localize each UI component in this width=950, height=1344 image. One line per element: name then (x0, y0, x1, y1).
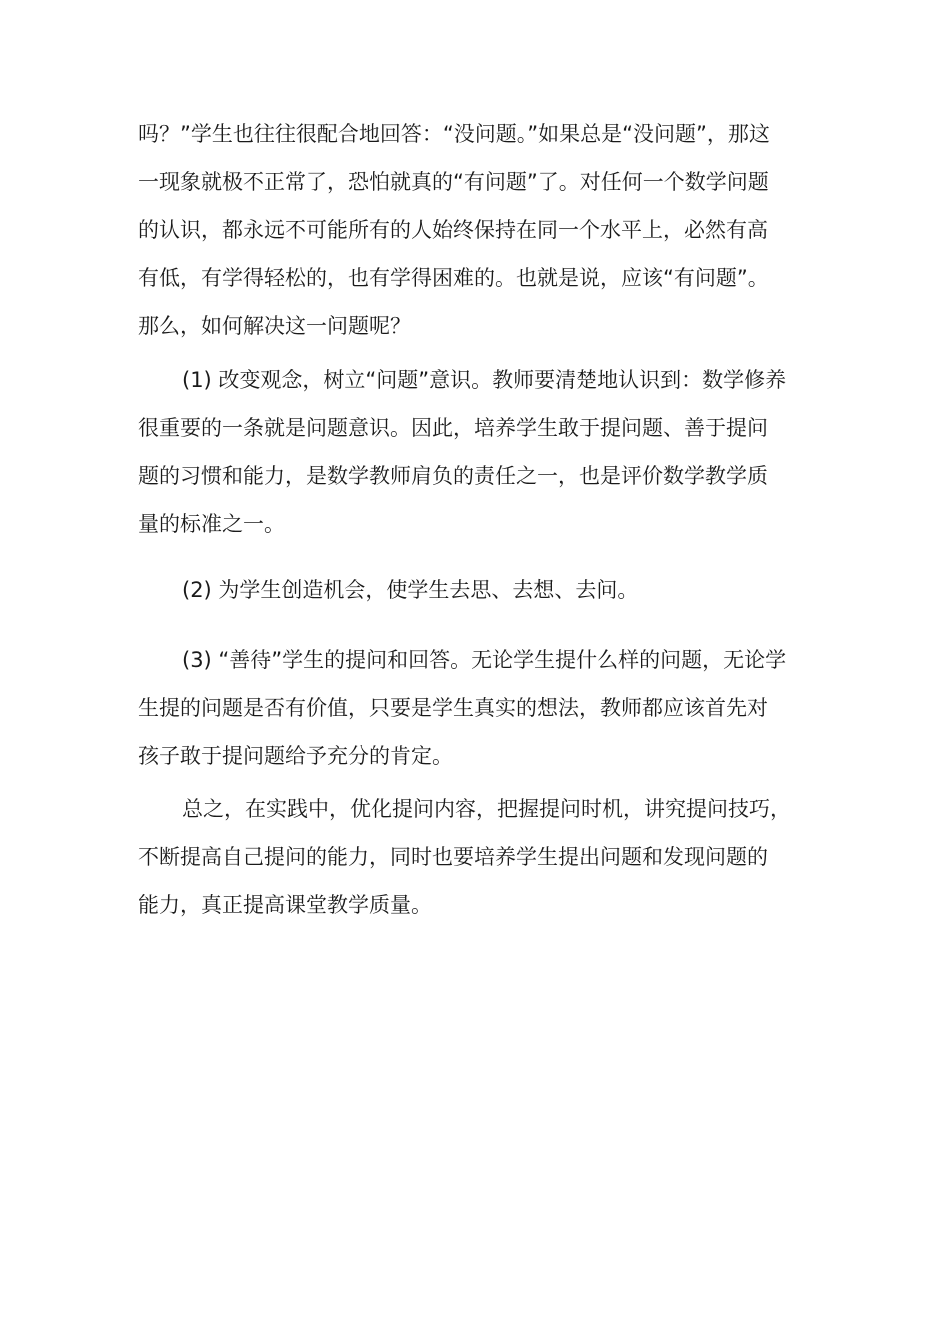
paragraph-4 (138, 636, 838, 780)
text-line: (2) 为学生创造机会，使学生去思、去想、去问。 (182, 578, 639, 602)
text-line: 总之，在实践中，优化提问内容，把握提问时机，讲究提问技巧， (182, 797, 791, 821)
text-line: 能力，真正提高课堂教学质量。 (138, 893, 432, 917)
text-line: 的认识，都永远不可能所有的人始终保持在同一个水平上，必然有高 (138, 218, 768, 242)
text-line: 孩子敢于提问题给予充分的肯定。 (138, 744, 453, 768)
text-line: 那么，如何解决这一问题呢？ (138, 314, 411, 338)
text-line: 生提的问题是否有价值，只要是学生真实的想法，教师都应该首先对 (138, 696, 768, 720)
text-line: 很重要的一条就是问题意识。因此，培养学生敢于提问题、善于提问 (138, 416, 768, 440)
paragraph-3 (138, 566, 838, 614)
paragraph-1 (138, 110, 838, 350)
text-line: 一现象就极不正常了，恐怕就真的“有问题”了。对任何一个数学问题 (138, 170, 769, 194)
text-line: 有低，有学得轻松的，也有学得困难的。也就是说，应该“有问题”。 (138, 266, 769, 290)
paragraph-5 (138, 785, 838, 929)
text-line: (3) “善待”学生的提问和回答。无论学生提什么样的问题，无论学 (182, 648, 787, 672)
paragraph-2 (138, 356, 838, 548)
text-line: 吗？”学生也往往很配合地回答：“没问题。”如果总是“没问题”，那这 (138, 122, 770, 146)
text-line: (1) 改变观念，树立“问题”意识。教师要清楚地认识到：数学修养 (182, 368, 787, 392)
text-line: 不断提高自己提问的能力，同时也要培养学生提出问题和发现问题的 (138, 845, 768, 869)
text-line: 题的习惯和能力，是数学教师肩负的责任之一，也是评价数学教学质 (138, 464, 768, 488)
text-line: 量的标准之一。 (138, 512, 285, 536)
